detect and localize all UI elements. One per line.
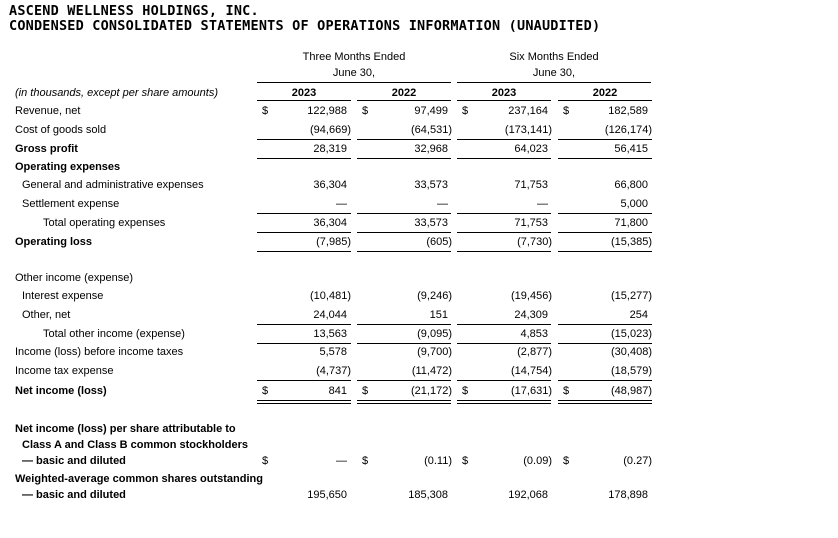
cell-value: (0.27)	[623, 455, 652, 467]
row-label: — basic and diluted	[22, 489, 126, 501]
cell-value: (11,472)	[411, 365, 452, 377]
row-label: Operating expenses	[15, 161, 121, 173]
currency-symbol: $	[262, 455, 269, 467]
currency-symbol: $	[362, 385, 369, 397]
row-label: Total other income (expense)	[43, 328, 185, 340]
table-row	[0, 102, 838, 120]
year-header: 2023	[491, 87, 517, 99]
cell-value: (94,669)	[310, 124, 351, 136]
cell-value: 24,044	[313, 309, 347, 321]
cell-value: (7,985)	[316, 236, 351, 248]
currency-symbol: $	[563, 105, 570, 117]
subtotal-rule	[357, 251, 451, 252]
subtotal-rule	[457, 251, 551, 252]
cell-value: 185,308	[408, 489, 448, 501]
cell-value: (15,023)	[611, 328, 652, 340]
double-rule	[257, 400, 351, 404]
cell-value: 237,164	[508, 105, 548, 117]
cell-value: (4,737)	[316, 365, 351, 377]
cell-value: 151	[429, 309, 448, 321]
subtotal-rule	[457, 380, 551, 381]
currency-symbol: $	[563, 385, 570, 397]
cell-value: (19,456)	[511, 290, 552, 302]
table-row	[0, 121, 838, 139]
cell-value: —	[336, 455, 347, 467]
cell-value: 66,800	[614, 179, 648, 191]
currency-symbol: $	[563, 455, 570, 467]
cell-value: (15,277)	[611, 290, 652, 302]
table-row	[0, 214, 838, 232]
currency-symbol: $	[362, 105, 369, 117]
cell-value: 122,988	[307, 105, 347, 117]
cell-value: 33,573	[414, 217, 448, 229]
cell-value: (605)	[426, 236, 452, 248]
cell-value: (0.09)	[523, 455, 552, 467]
currency-symbol: $	[462, 105, 469, 117]
table-row	[0, 452, 838, 470]
cell-value: 28,319	[313, 143, 347, 155]
cell-value: 71,800	[614, 217, 648, 229]
cell-value: 33,573	[414, 179, 448, 191]
year-header: 2023	[291, 87, 317, 99]
row-label: Operating loss	[15, 236, 93, 248]
row-label: Total operating expenses	[43, 217, 166, 229]
currency-symbol: $	[462, 385, 469, 397]
cell-value: 97,499	[414, 105, 448, 117]
cell-value: (9,700)	[417, 346, 452, 358]
subtotal-rule	[257, 251, 351, 252]
table-row	[0, 343, 838, 361]
statement-title: CONDENSED CONSOLIDATED STATEMENTS OF OPERATIONS INFORMATION (UNAUDITED)	[9, 18, 601, 34]
group-header-three-months-date: June 30,	[332, 67, 376, 79]
cell-value: (64,531)	[411, 124, 452, 136]
cell-value: 36,304	[313, 217, 347, 229]
cell-value: 841	[328, 385, 347, 397]
table-row	[0, 140, 838, 158]
units-note: (in thousands, except per share amounts)	[15, 87, 219, 99]
cell-value: (173,141)	[504, 124, 552, 136]
cell-value: 192,068	[508, 489, 548, 501]
cell-value: (21,172)	[411, 385, 452, 397]
cell-value: (15,385)	[611, 236, 652, 248]
table-row	[0, 325, 838, 343]
currency-symbol: $	[462, 455, 469, 467]
year-header: 2022	[391, 87, 417, 99]
row-label: Net income (loss)	[15, 385, 107, 397]
cell-value: 32,968	[414, 143, 448, 155]
cell-value: 182,589	[608, 105, 648, 117]
group-header-six-months-date: June 30,	[532, 67, 576, 79]
row-label: Other, net	[22, 309, 71, 321]
row-label: Interest expense	[22, 290, 104, 302]
row-label: Net income (loss) per share attributable to	[15, 423, 236, 435]
cell-value: 56,415	[614, 143, 648, 155]
cell-value: (30,408)	[611, 346, 652, 358]
cell-value: 5,578	[319, 346, 347, 358]
cell-value: (48,987)	[611, 385, 652, 397]
row-label: Income (loss) before income taxes	[15, 346, 184, 358]
row-label: Settlement expense	[22, 198, 120, 210]
cell-value: 195,650	[307, 489, 347, 501]
table-row	[0, 306, 838, 324]
group-rule	[257, 82, 451, 83]
cell-value: —	[437, 198, 448, 210]
cell-value: (9,095)	[417, 328, 452, 340]
table-row	[0, 269, 838, 287]
cell-value: (18,579)	[611, 365, 652, 377]
cell-value: 13,563	[313, 328, 347, 340]
table-row	[0, 233, 838, 251]
row-label: General and administrative expenses	[22, 179, 204, 191]
cell-value: —	[537, 198, 548, 210]
cell-value: 71,753	[514, 179, 548, 191]
currency-symbol: $	[362, 455, 369, 467]
table-row	[0, 195, 838, 213]
row-label: Cost of goods sold	[15, 124, 107, 136]
group-header-three-months: Three Months Ended	[302, 51, 406, 63]
cell-value: 4,853	[520, 328, 548, 340]
cell-value: (7,730)	[517, 236, 552, 248]
table-row	[0, 287, 838, 305]
cell-value: (126,174)	[604, 124, 652, 136]
cell-value: (0.11)	[424, 455, 452, 467]
cell-value: (9,246)	[417, 290, 452, 302]
table-row	[0, 176, 838, 194]
table-row	[0, 362, 838, 380]
subtotal-rule	[357, 380, 451, 381]
row-label: Class A and Class B common stockholders	[22, 439, 248, 451]
table-row	[0, 486, 838, 504]
year-rule	[457, 100, 551, 101]
group-rule	[457, 82, 651, 83]
cell-value: 178,898	[608, 489, 648, 501]
group-header-six-months: Six Months Ended	[509, 51, 599, 63]
cell-value: 36,304	[313, 179, 347, 191]
cell-value: 24,309	[514, 309, 548, 321]
double-rule	[558, 400, 652, 404]
cell-value: (2,877)	[517, 346, 552, 358]
company-name: ASCEND WELLNESS HOLDINGS, INC.	[9, 3, 259, 19]
double-rule	[457, 400, 551, 404]
table-row	[0, 158, 838, 176]
subtotal-rule	[257, 380, 351, 381]
subtotal-rule	[558, 380, 652, 381]
year-rule	[558, 100, 652, 101]
currency-symbol: $	[262, 385, 269, 397]
year-rule	[357, 100, 451, 101]
year-header: 2022	[592, 87, 618, 99]
cell-value: (14,754)	[511, 365, 552, 377]
row-label: Weighted-average common shares outstanding	[15, 473, 263, 485]
cell-value: (10,481)	[310, 290, 351, 302]
row-label: Income tax expense	[15, 365, 114, 377]
cell-value: 71,753	[514, 217, 548, 229]
cell-value: 64,023	[514, 143, 548, 155]
cell-value: 254	[629, 309, 648, 321]
row-label: — basic and diluted	[22, 455, 126, 467]
row-label: Other income (expense)	[15, 272, 133, 284]
double-rule	[357, 400, 451, 404]
cell-value: 5,000	[620, 198, 648, 210]
table-row	[0, 382, 838, 400]
currency-symbol: $	[262, 105, 269, 117]
row-label: Gross profit	[15, 143, 78, 155]
year-rule	[257, 100, 351, 101]
cell-value: —	[336, 198, 347, 210]
row-label: Revenue, net	[15, 105, 81, 117]
cell-value: (17,631)	[511, 385, 552, 397]
subtotal-rule	[558, 251, 652, 252]
